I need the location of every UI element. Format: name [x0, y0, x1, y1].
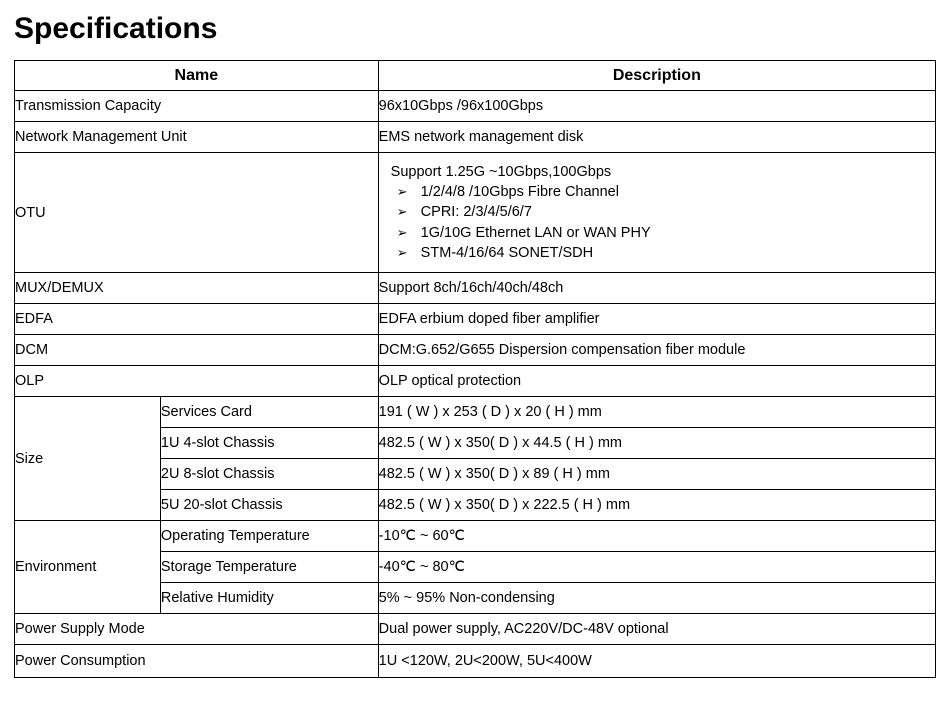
row-sub-label: Relative Humidity: [160, 583, 378, 614]
row-description: 482.5 ( W ) x 350( D ) x 89 ( H ) mm: [378, 459, 935, 490]
specifications-table: [14, 60, 936, 678]
row-name: MUX/DEMUX: [15, 273, 379, 304]
list-item: [379, 223, 935, 244]
row-description: EDFA erbium doped fiber amplifier: [378, 304, 935, 335]
table-row: [15, 645, 936, 678]
row-name: EDFA: [15, 304, 379, 335]
row-name: Power Supply Mode: [15, 614, 379, 645]
row-description: 1U <120W, 2U<200W, 5U<400W: [378, 645, 935, 678]
table-row: [15, 397, 936, 428]
otu-feature-list: [379, 182, 935, 264]
row-description: -10℃ ~ 60℃: [378, 521, 935, 552]
table-row: [15, 273, 936, 304]
row-description: Support 8ch/16ch/40ch/48ch: [378, 273, 935, 304]
row-sub-label: 2U 8-slot Chassis: [160, 459, 378, 490]
row-description: 191 ( W ) x 253 ( D ) x 20 ( H ) mm: [378, 397, 935, 428]
row-name: Environment: [15, 521, 161, 614]
list-item: [379, 182, 935, 203]
arrow-bullet-icon: ➢: [396, 183, 408, 199]
list-item-text: 1G/10G Ethernet LAN or WAN PHY: [420, 224, 651, 241]
list-item-text: STM-4/16/64 SONET/SDH: [420, 245, 594, 261]
row-description: [378, 153, 935, 273]
list-item: [379, 243, 935, 264]
row-name: Transmission Capacity: [15, 91, 379, 122]
row-name: Power Consumption: [15, 645, 379, 678]
header-description: Description: [378, 61, 935, 91]
table-row: [15, 304, 936, 335]
row-description: 5% ~ 95% Non-condensing: [378, 583, 935, 614]
otu-support-text: Support 1.25G ~10Gbps,100Gbps: [390, 163, 612, 180]
table-row: [15, 366, 936, 397]
table-row: [15, 335, 936, 366]
list-item-text: CPRI: 2/3/4/5/6/7: [420, 204, 532, 220]
row-sub-label: Storage Temperature: [160, 552, 378, 583]
arrow-bullet-icon: ➢: [396, 245, 408, 260]
table-row: [15, 122, 936, 153]
row-description: -40℃ ~ 80℃: [378, 552, 935, 583]
row-sub-label: 5U 20-slot Chassis: [160, 490, 378, 521]
row-description: Dual power supply, AC220V/DC-48V optional: [378, 614, 935, 645]
table-row: [15, 153, 936, 273]
row-name: OTU: [15, 153, 379, 273]
row-description: OLP optical protection: [378, 366, 935, 397]
row-description: 482.5 ( W ) x 350( D ) x 222.5 ( H ) mm: [378, 490, 935, 521]
arrow-bullet-icon: ➢: [396, 224, 408, 240]
row-name: DCM: [15, 335, 379, 366]
row-sub-label: Services Card: [160, 397, 378, 428]
row-name: Network Management Unit: [15, 122, 379, 153]
table-header-row: [15, 61, 936, 91]
table-row: [15, 521, 936, 552]
row-name: OLP: [15, 366, 379, 397]
row-description: DCM:G.652/G655 Dispersion compensation fiber module: [378, 335, 935, 366]
header-name: Name: [15, 61, 379, 91]
row-name: Size: [15, 397, 161, 521]
list-item-text: 1/2/4/8 /10Gbps Fibre Channel: [420, 183, 619, 200]
page-title: Specifications: [14, 12, 218, 45]
row-description: EMS network management disk: [378, 122, 935, 153]
table-row: [15, 91, 936, 122]
table-row: [15, 614, 936, 645]
row-sub-label: Operating Temperature: [160, 521, 378, 552]
row-description: 482.5 ( W ) x 350( D ) x 44.5 ( H ) mm: [378, 428, 935, 459]
arrow-bullet-icon: ➢: [396, 204, 408, 219]
row-description: 96x10Gbps /96x100Gbps: [378, 91, 935, 122]
row-sub-label: 1U 4-slot Chassis: [160, 428, 378, 459]
list-item: [379, 202, 935, 223]
